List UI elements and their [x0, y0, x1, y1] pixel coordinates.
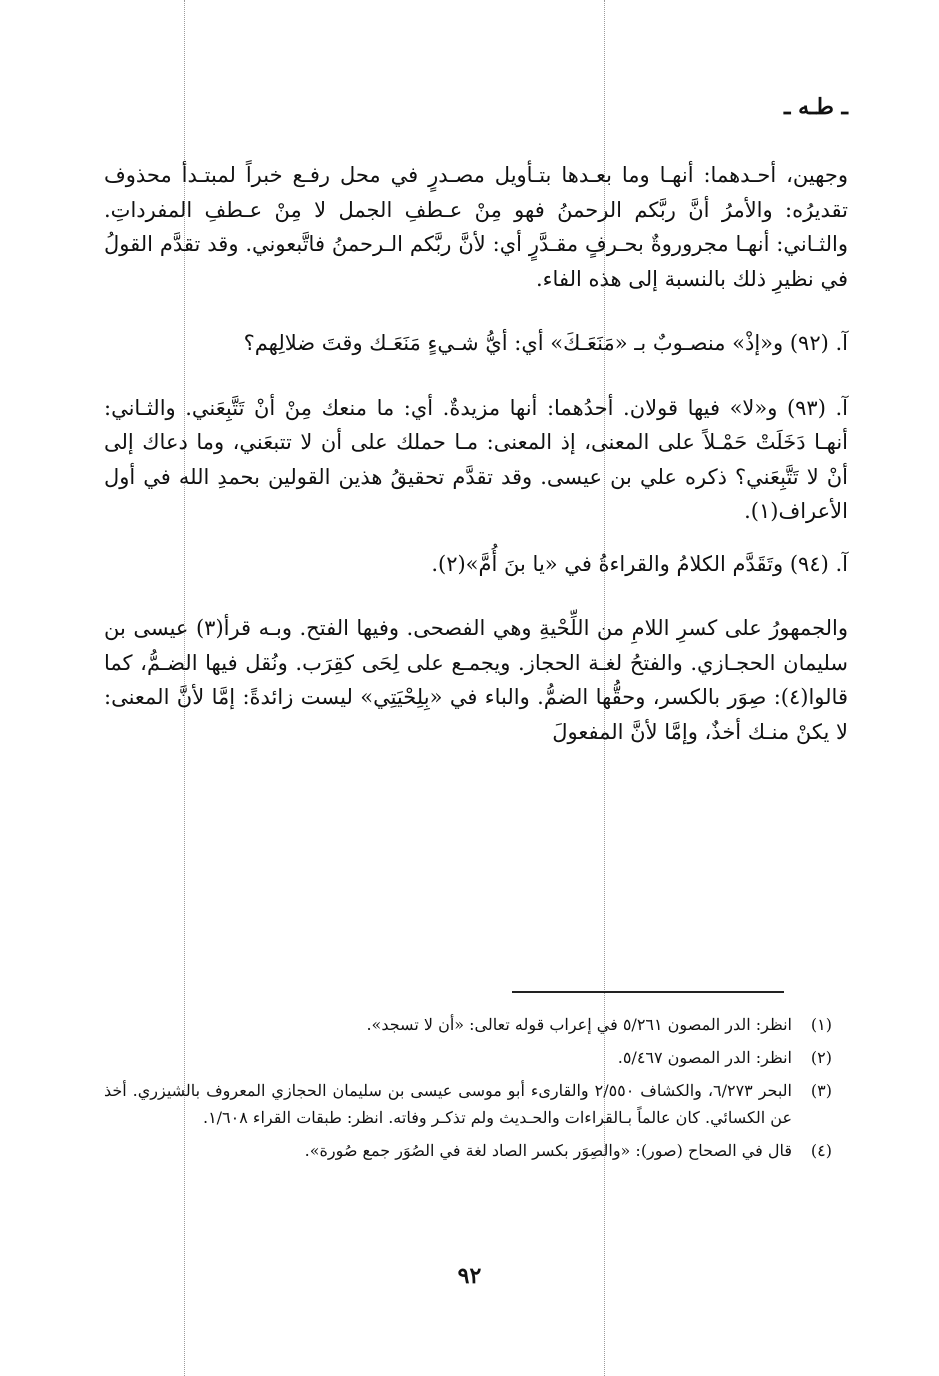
paragraph-verse-94: آ. (٩٤) وتَقَدَّم الكلامُ والقراءةُ في «يا بنَ أُمَّ»(٢). — [431, 551, 848, 576]
footnote-text: انظر: الدر المصون ٥/٤٦٧. — [617, 1048, 792, 1067]
footnote-number: (١) — [810, 1015, 832, 1034]
footnote-2 — [104, 1044, 832, 1071]
footnote-number: (٣) — [810, 1081, 832, 1100]
footnote-text: قال في الصحاح (صور): «والصِوَر بكسر الصاد لغة في الصُوَر جمع صُورة». — [304, 1141, 792, 1160]
footnote-separator — [512, 991, 784, 993]
footnote-text: البحر ٦/٢٧٣، والكشاف ٢/٥٥٠ والقارىء أبو موسى عيسى بن سليمان الحجازي المعروف بالشيزري. أخذ عن الكسائي. كان عالماً بـالقراءات والحـديث ولم تذكـر وفاته. انظر: طبقات القراء ١/٦٠٨. — [104, 1081, 792, 1127]
paragraph-verse-93: آ. (٩٣) و«لا» فيها قولان. أحدُهما: أنها مزيدةٌ. أي: ما منعك مِنْ أنْ تَتَّبِعَني. والثـاني: أنهـا دَخَلَتْ حَمْـلاً على المعنى، إذ المعنى: مـا حملك على أن لا تتبعَني، وما دعاك إلى أنْ لا تَتَّبِعَني؟ ذكره علي بن عيسى. وقد تقدَّم تحقيقُ هذين القولين بحمدِ الله في أول الأعراف(١). — [104, 395, 848, 523]
footnote-3 — [104, 1077, 832, 1131]
footnote-number: (٤) — [810, 1141, 832, 1160]
footnote-4 — [104, 1137, 832, 1164]
page-number: ٩٢ — [457, 1263, 482, 1289]
running-header: ـ طـه ـ — [784, 94, 848, 120]
paragraph-1: وجهين، أحـدهما: أنهـا وما بعـدها بتـأويل مصـدرٍ في محل رفـع خبراً لمبتـدأ محذوف تقديرُه: والأمرُ أنَّ ربَّكم الرحمنُ فهو مِنْ عـطفِ الجمل لا مِنْ عـطفِ المفرداتِ. والثـاني: أنهـا مجروروةٌ بحـرفٍ مقـدَّرٍ أي: لأنَّ ربَّكم الـرحمنُ فاتَّبعوني. وقد تقدَّم القولُ في نظيرِ ذلك بالنسبة إلى هذه الفاء. — [104, 163, 848, 291]
paragraph-verse-92: آ. (٩٢) و«إذْ» منصـوبٌ بـ «مَنَعَـكَ» أي: أيُّ شـيءٍ مَنَعَـك وقتَ ضلالِهم؟ — [243, 331, 848, 355]
footnote-1 — [104, 1011, 832, 1038]
paragraph-5: والجمهورُ على كسرِ اللامِ من اللِّحْيةِ وهي الفصحى. وفيها الفتح. وبـه قرأ(٣) عيسى بن سليمان الحجـازي. والفتحُ لغـة الحجاز. ويجمـع على لِحَى كقِرَب. ونُقل فيها الضـمُّ، كما قالوا(٤): صِوَر بالكسر، وحقُّها الضمُّ. والباء في «بِلِحْيَتِي» ليست زائدةً: إمَّا لأنَّ المعنى: لا يكنْ منـك أخذٌ، وإمَّا لأنَّ المفعولَ — [104, 616, 848, 744]
footnotes — [104, 1011, 832, 1170]
footnote-number: (٢) — [810, 1048, 832, 1067]
footnote-text: انظر: الدر المصون ٥/٢٦١ في إعراب قوله تعالى: «أن لا تسجد». — [366, 1015, 792, 1034]
main-text — [104, 158, 848, 749]
